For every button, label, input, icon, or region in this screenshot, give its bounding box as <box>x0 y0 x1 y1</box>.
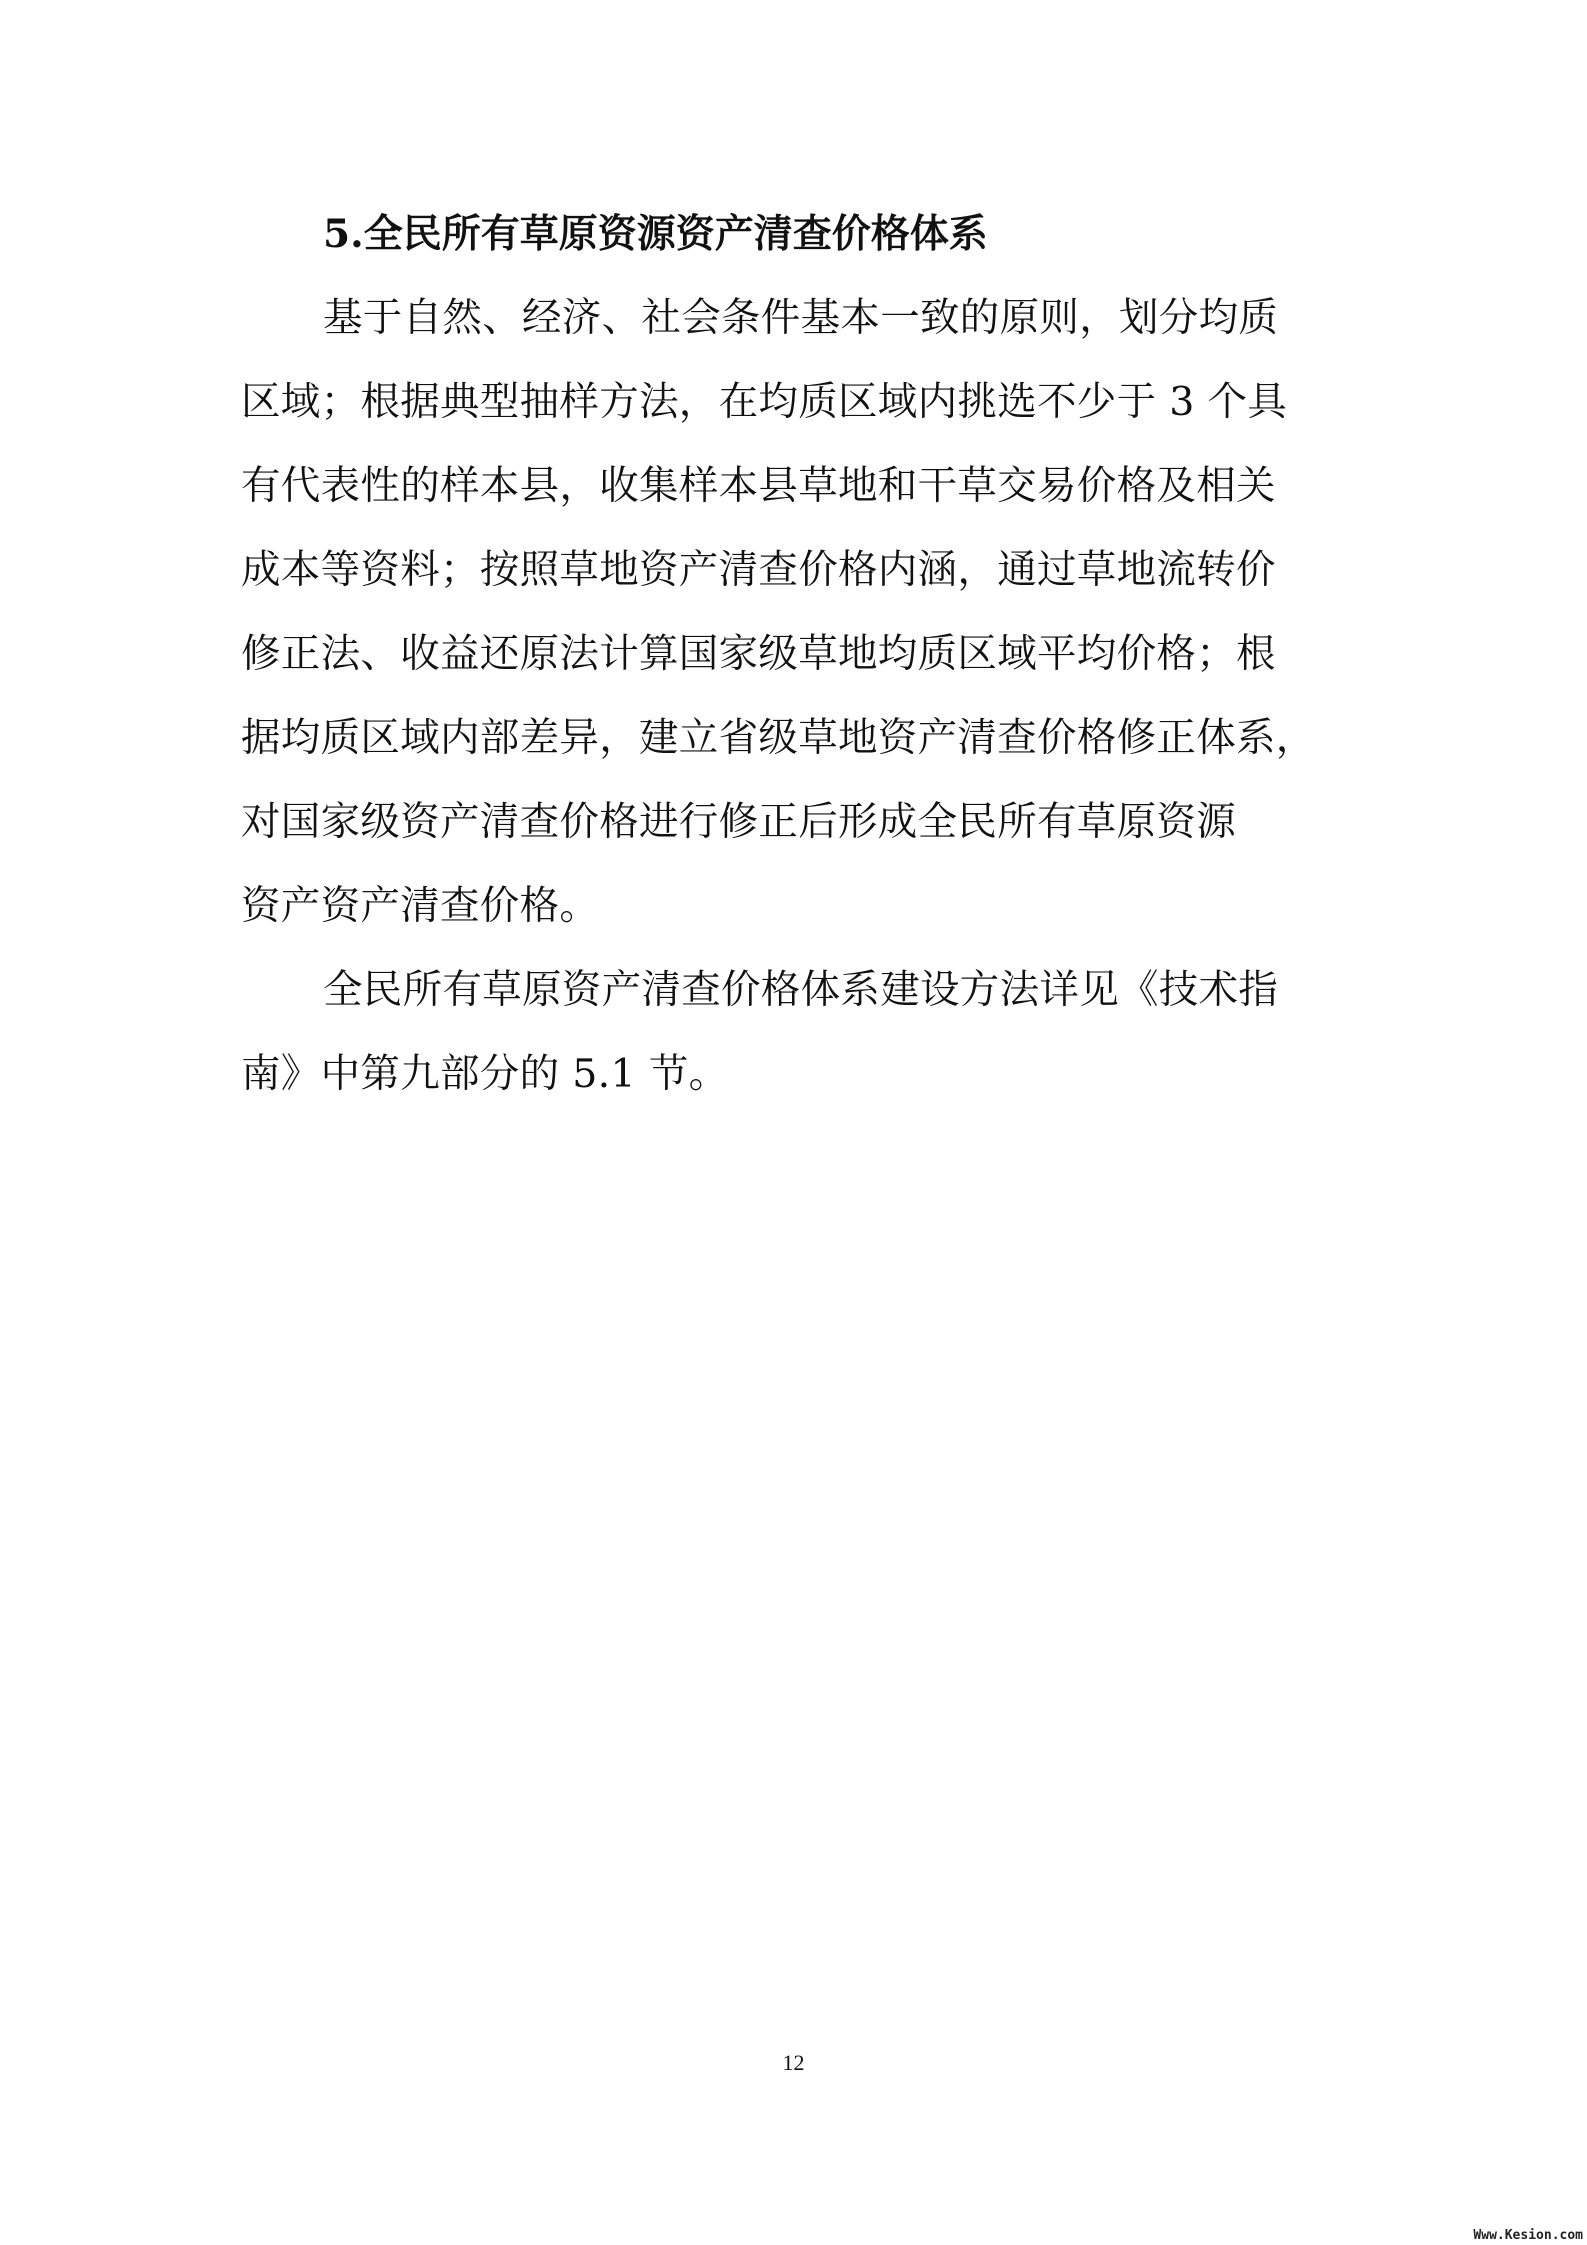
text-line: 基于自然、经济、社会条件基本一致的原则，划分均质 <box>323 295 1279 341</box>
text-line: 有代表性的样本县，收集样本县草地和干草交易价格及相关 <box>241 463 1276 509</box>
body-text <box>241 288 1351 1128</box>
text-line: 区域；根据典型抽样方法，在均质区域内挑选不少于 3 个具 <box>241 379 1288 425</box>
text-line: 修正法、收益还原法计算国家级草地均质区域平均价格；根 <box>241 631 1276 677</box>
text-line: 资产资产清查价格。 <box>241 883 600 929</box>
text-line: 全民所有草原资产清查价格体系建设方法详见《技术指 <box>323 967 1279 1013</box>
watermark-text: Www.Kesion.com <box>1473 2228 1583 2243</box>
text-line: 对国家级资产清查价格进行修正后形成全民所有草原资源 <box>241 799 1236 845</box>
text-line: 南》中第九部分的 5.1 节。 <box>241 1051 729 1097</box>
text-line: 据均质区域内部差异，建立省级草地资产清查价格修正体系， <box>241 715 1316 761</box>
section-heading: 5.全民所有草原资源资产清查价格体系 <box>323 211 988 257</box>
page-number: 12 <box>782 2050 805 2075</box>
text-line: 成本等资料；按照草地资产清查价格内涵，通过草地流转价 <box>241 547 1276 593</box>
paragraph-2 <box>241 960 1351 1128</box>
paragraph-1 <box>241 288 1351 960</box>
